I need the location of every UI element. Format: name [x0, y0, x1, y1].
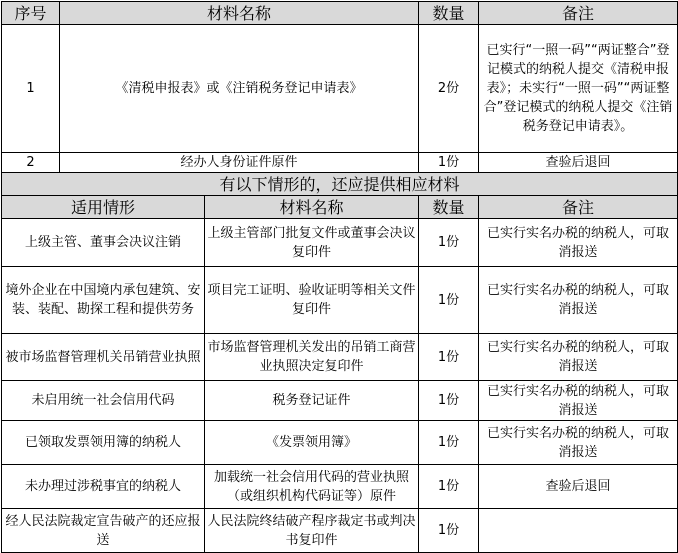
row-quantity: 2份 [419, 25, 479, 153]
table-row [2, 153, 678, 173]
row-note [479, 509, 678, 553]
header-material-name: 材料名称 [205, 196, 419, 219]
row-situation: 上级主管、董事会决议注销 [2, 219, 205, 267]
table-row [2, 25, 678, 153]
header-quantity: 数量 [419, 2, 479, 25]
table-row [2, 421, 678, 465]
header-seq: 序号 [2, 2, 60, 25]
row-note: 已实行实名办税的纳税人，可取消报送 [479, 381, 678, 421]
top-header-row [2, 2, 678, 25]
row-quantity: 1份 [419, 334, 479, 381]
row-material-name: 《清税申报表》或《注销税务登记申请表》 [60, 25, 419, 153]
row-material-name: 《发票领用簿》 [205, 421, 419, 465]
table-row [2, 219, 678, 267]
row-note: 查验后退回 [479, 153, 678, 173]
row-material-name: 加载统一社会信用代码的营业执照（或组织机构代码证等）原件 [205, 465, 419, 509]
row-quantity: 1份 [419, 509, 479, 553]
row-note: 查验后退回 [479, 465, 678, 509]
row-material-name: 税务登记证件 [205, 381, 419, 421]
row-note: 已实行“一照一码”“两证整合”登记模式的纳税人提交《清税申报表》；未实行“一照一码”“两证整合”登记模式的纳税人提交《注销税务登记申请表》。 [479, 25, 678, 153]
row-seq: 2 [2, 153, 60, 173]
table-row [2, 267, 678, 334]
row-material-name: 人民法院终结破产程序裁定书或判决书复印件 [205, 509, 419, 553]
row-note: 已实行实名办税的纳税人，可取消报送 [479, 267, 678, 334]
table-row [2, 334, 678, 381]
table-row [2, 509, 678, 553]
row-situation: 境外企业在中国境内承包建筑、安装、装配、勘探工程和提供劳务 [2, 267, 205, 334]
row-material-name: 上级主管部门批复文件或董事会决议复印件 [205, 219, 419, 267]
row-seq: 1 [2, 25, 60, 153]
row-situation: 经人民法院裁定宣告破产的还应报送 [2, 509, 205, 553]
row-material-name: 项目完工证明、验收证明等相关文件复印件 [205, 267, 419, 334]
section-title: 有以下情形的，还应提供相应材料 [2, 173, 678, 196]
row-note: 已实行实名办税的纳税人，可取消报送 [479, 334, 678, 381]
section-banner-row [2, 173, 678, 196]
table-row [2, 381, 678, 421]
row-situation: 未启用统一社会信用代码 [2, 381, 205, 421]
header-material-name: 材料名称 [60, 2, 419, 25]
row-material-name: 经办人身份证件原件 [60, 153, 419, 173]
materials-table [1, 1, 678, 553]
row-quantity: 1份 [419, 153, 479, 173]
row-material-name: 市场监督管理机关发出的吊销工商营业执照决定复印件 [205, 334, 419, 381]
table-row [2, 465, 678, 509]
row-quantity: 1份 [419, 381, 479, 421]
row-situation: 已领取发票领用簿的纳税人 [2, 421, 205, 465]
row-quantity: 1份 [419, 465, 479, 509]
header-situation: 适用情形 [2, 196, 205, 219]
bottom-header-row [2, 196, 678, 219]
header-note: 备注 [479, 2, 678, 25]
row-note: 已实行实名办税的纳税人，可取消报送 [479, 219, 678, 267]
row-note: 已实行实名办税的纳税人，可取消报送 [479, 421, 678, 465]
row-quantity: 1份 [419, 219, 479, 267]
row-quantity: 1份 [419, 421, 479, 465]
header-quantity: 数量 [419, 196, 479, 219]
row-situation: 未办理过涉税事宜的纳税人 [2, 465, 205, 509]
row-quantity: 1份 [419, 267, 479, 334]
header-note: 备注 [479, 196, 678, 219]
row-situation: 被市场监督管理机关吊销营业执照 [2, 334, 205, 381]
